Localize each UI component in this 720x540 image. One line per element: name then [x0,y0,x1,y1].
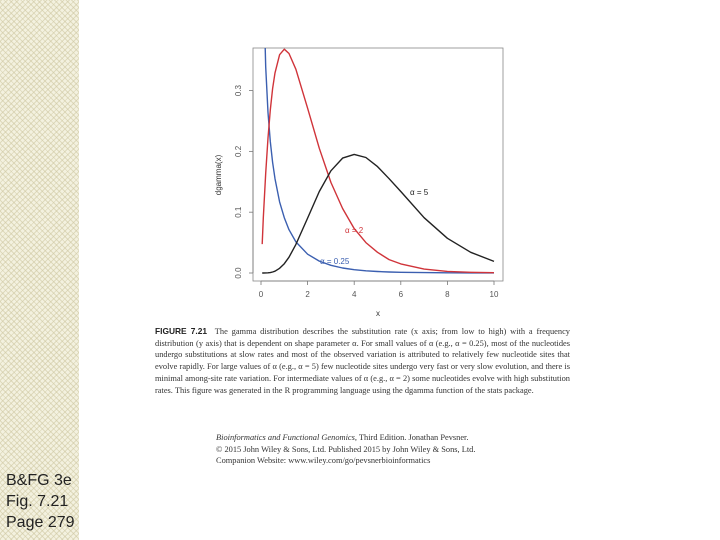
y-tick-label: 0.2 [234,145,243,157]
x-tick-label: 6 [398,290,404,299]
credit-copyright: © 2015 John Wiley & Sons, Ltd. Published 2015 by John Wiley & Sons, Ltd. [216,444,476,454]
x-tick-label: 2 [305,290,310,299]
credit-book-edition: , Third Edition. Jonathan Pevsner. [354,433,469,442]
reference-line-page: Page 279 [6,514,75,531]
x-axis [259,281,499,299]
annotation-alpha-5: α = 5 [410,188,429,197]
reference-line-figure: Fig. 7.21 [6,493,69,510]
figure-caption [155,326,570,396]
y-tick-label: 0.0 [234,267,243,279]
x-tick-label: 0 [258,290,264,299]
y-axis [234,84,253,278]
y-tick-label: 0.3 [234,85,243,97]
series-line-alpha-2 [262,49,494,273]
figure-credits [216,432,475,467]
annotation-alpha-2: α = 2 [345,226,364,235]
reference-line-book: B&FG 3e [6,472,72,489]
plot-curves [262,0,494,273]
series-line-alpha-5 [262,154,494,273]
figure-caption-text: The gamma distribution describes the substitution rate (x axis; from low to high) with a frequency distribution (y axis) that is dependent on shape parameter α. For small values of α (e.g., α = 0.25), most of the nucleotides undergo substitutions at slow rates and most of the observed variation is attributed to relatively few nucleotide sites that evolve rapidly. For large values of α (e.g., α = 5) few nucleotide sites undergo very fast or very slow evolution, and there is minimal among-site rate variation. For intermediate values of α (e.g., α = 2) some nucleotides evolve with high substitution rates. This figure was generated in the R programming language using the dgamma function of the stats package. [155,327,570,395]
series-line-alpha-0-25 [262,0,494,273]
x-axis-label: x [376,309,380,318]
annotation-alpha-0-25: α = 0.25 [320,257,350,266]
x-tick-label: 8 [445,290,450,299]
y-axis-label: dgamma(x) [214,154,223,196]
plot-frame [253,48,503,281]
y-tick-label: 0.1 [234,206,243,218]
credit-website: Companion Website: www.wiley.com/go/pevsnerbioinformatics [216,456,431,465]
credit-book-title: Bioinformatics and Functional Genomics [216,433,355,442]
figure-label: FIGURE 7.21 [155,326,208,336]
x-tick-label: 10 [489,290,499,299]
x-tick-label: 4 [351,290,357,299]
